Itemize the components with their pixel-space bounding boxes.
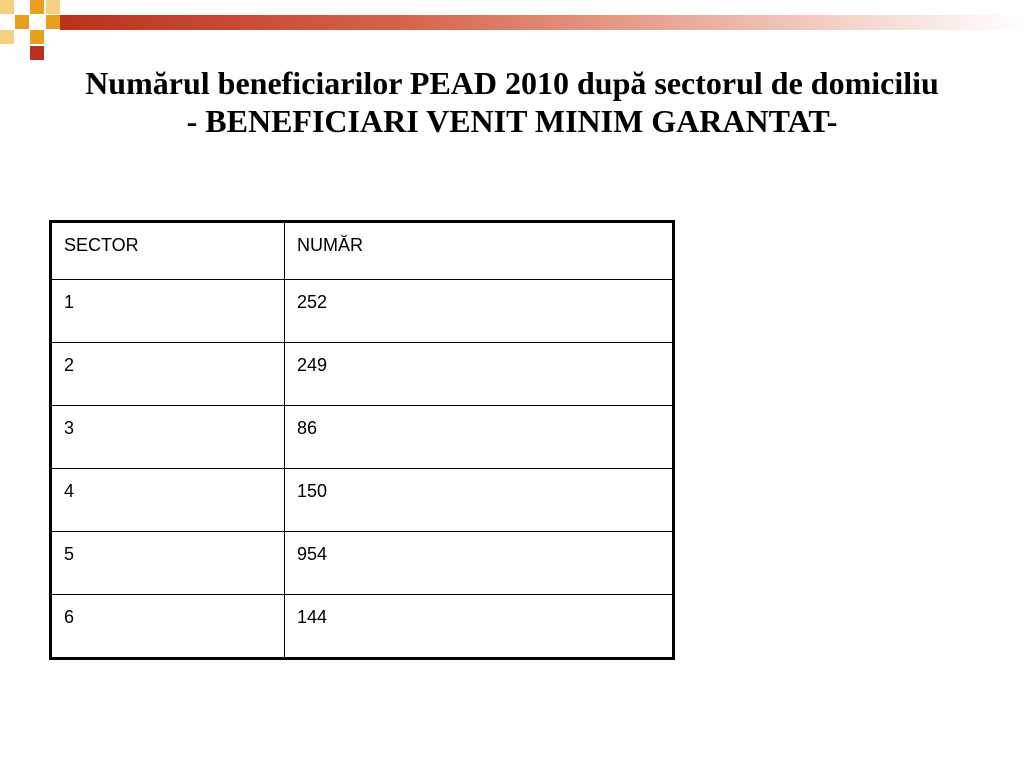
decor-square bbox=[30, 30, 44, 44]
title-line-1: Numărul beneficiarilor PEAD 2010 după sectorul de domiciliu bbox=[85, 65, 939, 101]
decor-square bbox=[30, 46, 44, 60]
header-cell-numar: NUMĂR bbox=[285, 222, 674, 280]
decor-square bbox=[30, 0, 44, 14]
cell-sector: 4 bbox=[51, 469, 285, 532]
cell-sector: 6 bbox=[51, 595, 285, 659]
decor-square bbox=[0, 30, 14, 44]
cell-sector: 1 bbox=[51, 280, 285, 343]
slide-title bbox=[40, 64, 984, 140]
cell-numar: 954 bbox=[285, 532, 674, 595]
table-row bbox=[51, 532, 674, 595]
header-cell-sector: SECTOR bbox=[51, 222, 285, 280]
table-row bbox=[51, 343, 674, 406]
header-gradient-bar bbox=[60, 15, 1024, 30]
decor-square bbox=[46, 15, 60, 29]
cell-sector: 3 bbox=[51, 406, 285, 469]
title-line-2: - BENEFICIARI VENIT MINIM GARANTAT- bbox=[186, 103, 838, 139]
table-row bbox=[51, 595, 674, 659]
cell-numar: 249 bbox=[285, 343, 674, 406]
table-header-row bbox=[51, 222, 674, 280]
beneficiaries-table bbox=[49, 220, 675, 660]
table-row bbox=[51, 406, 674, 469]
decor-square bbox=[0, 0, 14, 14]
cell-numar: 144 bbox=[285, 595, 674, 659]
cell-numar: 252 bbox=[285, 280, 674, 343]
cell-sector: 2 bbox=[51, 343, 285, 406]
decor-square bbox=[46, 0, 60, 14]
cell-numar: 86 bbox=[285, 406, 674, 469]
table-row bbox=[51, 280, 674, 343]
decor-square bbox=[15, 15, 29, 29]
cell-sector: 5 bbox=[51, 532, 285, 595]
cell-numar: 150 bbox=[285, 469, 674, 532]
table-row bbox=[51, 469, 674, 532]
